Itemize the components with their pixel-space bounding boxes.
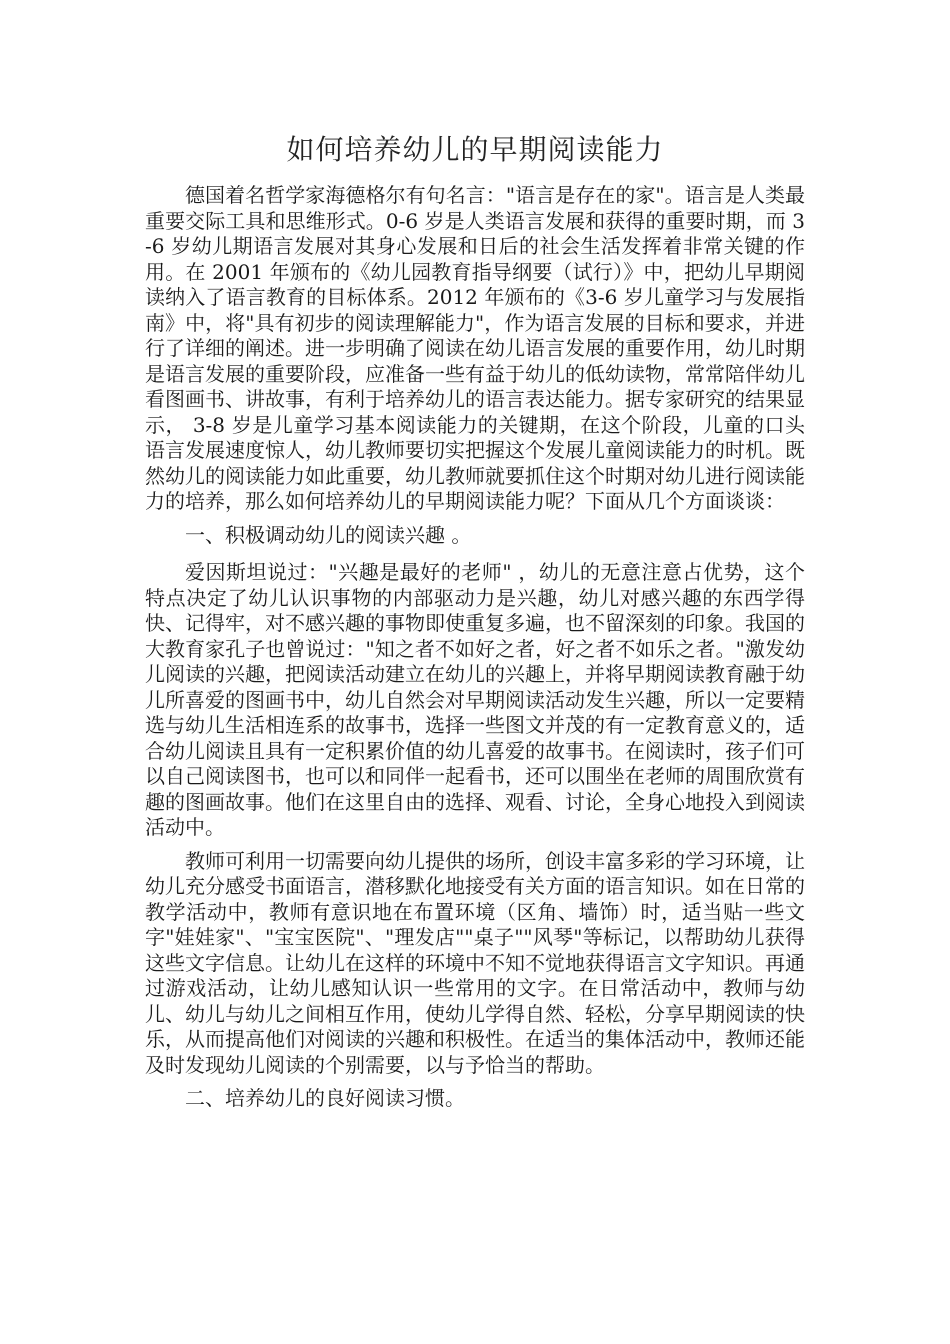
intro-paragraph: 德国着名哲学家海德格尔有句名言："语言是存在的家"。语言是人类最重要交际工具和思维形式。0-6 岁是人类语言发展和获得的重要时期，而 3-6 岁幼儿期语言发展对其身心发展和日后的社会生活发挥着非常关键的作用。在 2001 年颁布的《幼儿园教育指导纲要（试行）》中，把幼儿早期阅读纳入了语言教育的目标体系。2012 年颁布的《3-6 岁儿童学习与发展指南》中，将"具有初步的阅读理解能力"，作为语言发展的目标和要求，并进行了详细的阐述。进一步明确了阅读在幼儿语言发展的重要作用，幼儿时期是语言发展的重要阶段，应准备一些有益于幼儿的低幼读物，常常陪伴幼儿看图画书、讲故事，有利于培养幼儿的语言表达能力。据专家研究的结果显示， 3-8 岁是儿童学习基本阅读能力的关键期，在这个阶段，儿童的口头语言发展速度惊人，幼儿教师要切实把握这个发展儿童阅读能力的时机。既然幼儿的阅读能力如此重要，幼儿教师就要抓住这个时期对幼儿进行阅读能力的培养，那么如何培养幼儿的早期阅读能力呢？下面从几个方面谈谈： [145, 183, 805, 513]
section-heading-2: 二、培养幼儿的良好阅读习惯。 [185, 1086, 465, 1110]
body-paragraph: 爱因斯坦说过："兴趣是最好的老师" ，幼儿的无意注意占优势，这个特点决定了幼儿认识事物的内部驱动力是兴趣，幼儿对感兴趣的东西学得快、记得牢，对不感兴趣的事物即使重复多遍，也不留深刻的印象。我国的大教育家孔子也曾说过："知之者不如好之者，好之者不如乐之者。"激发幼儿阅读的兴趣，把阅读活动建立在幼儿的兴趣上，并将早期阅读教育融于幼儿所喜爱的图画书中，幼儿自然会对早期阅读活动发生兴趣，所以一定要精选与幼儿生活相连系的故事书，选择一些图文并茂的有一定教育意义的，适合幼儿阅读且具有一定积累价值的幼儿喜爱的故事书。在阅读时，孩子们可以自己阅读图书，也可以和同伴一起看书，还可以围坐在老师的周围欣赏有趣的图画故事。他们在这里自由的选择、观看、讨论，全身心地投入到阅读活动中。 [145, 560, 805, 839]
body-paragraph: 教师可利用一切需要向幼儿提供的场所，创设丰富多彩的学习环境，让幼儿充分感受书面语言，潜移默化地接受有关方面的语言知识。如在日常的教学活动中，教师有意识地在布置环境（区角、墙饰）时，适当贴一些文字"娃娃家"、"宝宝医院"、"理发店""桌子""风琴"等标记，以帮助幼儿获得这些文字信息。让幼儿在这样的环境中不知不觉地获得语言文字知识。再通过游戏活动，让幼儿感知认识一些常用的文字。在日常活动中，教师与幼儿、幼儿与幼儿之间相互作用，使幼儿学得自然、轻松，分享早期阅读的快乐，从而提高他们对阅读的兴趣和积极性。在适当的集体活动中，教师还能及时发现幼儿阅读的个别需要，以与予恰当的帮助。 [145, 848, 805, 1077]
section-heading-1: 一、积极调动幼儿的阅读兴趣 。 [185, 522, 472, 547]
document-body [145, 183, 805, 1124]
document-title: 如何培养幼儿的早期阅读能力 [286, 133, 664, 166]
